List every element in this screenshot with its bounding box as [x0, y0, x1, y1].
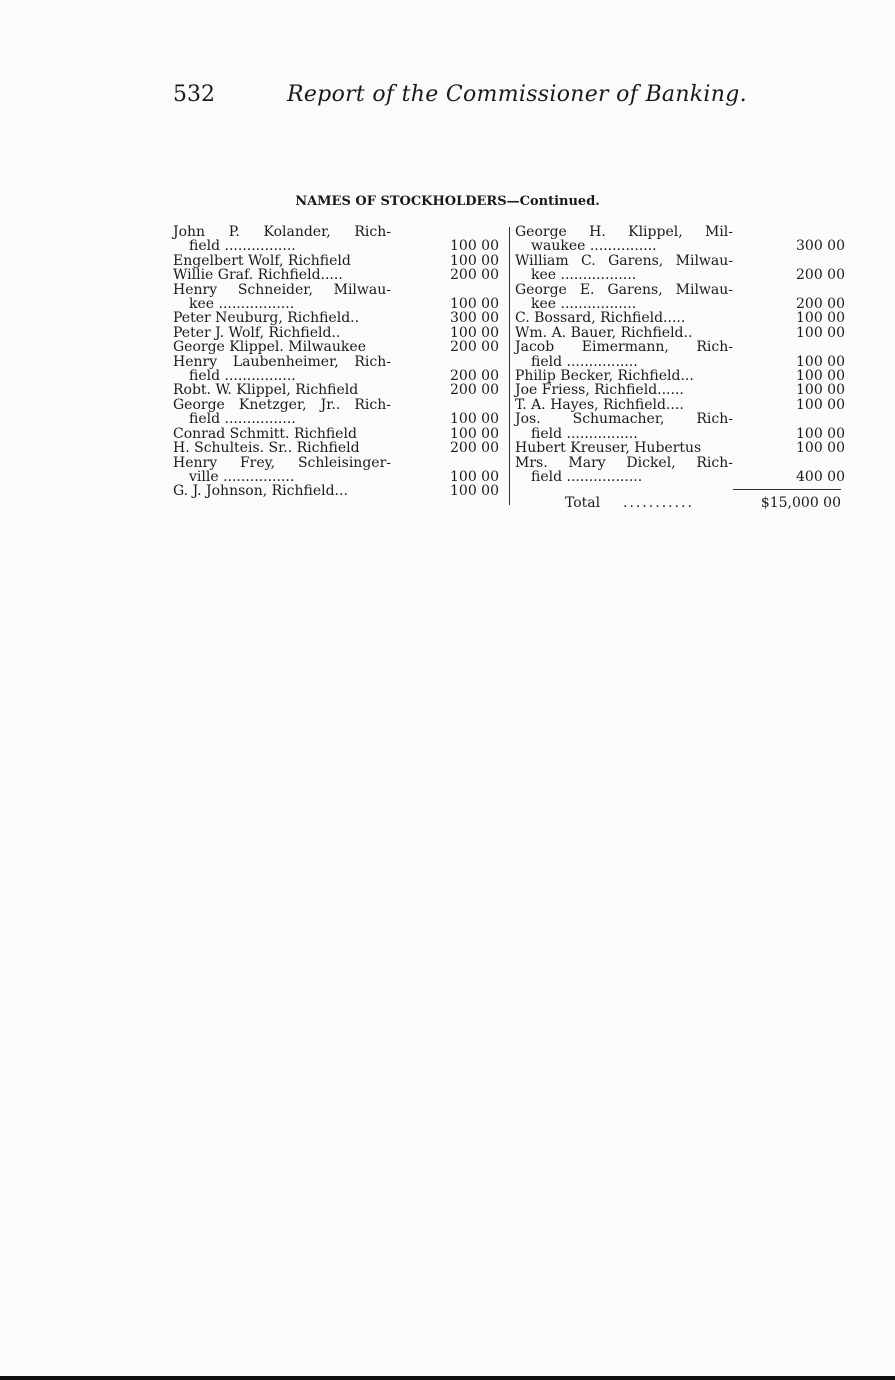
stockholder-name-continuation: kee .................: [531, 267, 637, 284]
stockholder-entry: [515, 283, 845, 312]
stockholder-entry: [173, 268, 503, 282]
stockholder-name-continuation: ville ................: [189, 468, 295, 485]
stockholder-name: Henry Schneider, Milwau-: [173, 281, 391, 298]
stockholder-name: Jacob Eimermann, Rich-: [515, 339, 733, 356]
stockholder-entry: [515, 254, 845, 283]
total-amount: $15,000 00: [760, 495, 841, 511]
stockholder-entry: [515, 441, 845, 455]
stockholder-entry: [173, 340, 503, 354]
stockholder-entry: [173, 283, 503, 312]
stockholder-name: Hubert Kreuser, Hubertus: [515, 440, 702, 457]
stockholder-entry: [515, 311, 845, 325]
stockholder-amount: 200 00: [450, 267, 499, 284]
stockholder-name-continuation: kee .................: [531, 296, 637, 313]
stockholder-amount: 100 00: [450, 483, 499, 500]
stockholder-entry: [173, 456, 503, 485]
stockholder-amount: 100 00: [796, 396, 845, 413]
page-number: 532: [173, 82, 215, 107]
stockholder-amount: 100 00: [450, 468, 499, 485]
stockholder-name: Philip Becker, Richfield...: [515, 368, 694, 385]
stockholder-amount: 400 00: [796, 468, 845, 485]
stockholder-entry: [173, 398, 503, 427]
stockholder-name: John P. Kolander, Rich-: [173, 224, 391, 240]
stockholder-name: G. J. Johnson, Richfield...: [173, 483, 348, 500]
stockholder-name: Jos. Schumacher, Rich-: [515, 411, 733, 428]
stockholder-amount: 100 00: [796, 353, 845, 370]
stockholder-name: Robt. W. Klippel, Richfield: [173, 382, 359, 399]
stockholder-name-continuation: field ................: [531, 353, 638, 370]
stockholder-amount: 200 00: [450, 368, 499, 385]
stockholder-amount: 200 00: [450, 382, 499, 399]
stockholder-name: Peter Neuburg, Richfield..: [173, 310, 360, 327]
stockholder-entry: [515, 326, 845, 340]
stockholder-name: Mrs. Mary Dickel, Rich-: [515, 454, 733, 471]
stockholder-entry: [173, 427, 503, 441]
stockholder-name: C. Bossard, Richfield.....: [515, 310, 686, 327]
total-leader-dots: ...........: [623, 495, 694, 511]
stockholder-name: George Klippel. Milwaukee: [173, 339, 366, 356]
stockholder-entry: [173, 326, 503, 340]
stockholder-name-continuation: field ................: [189, 238, 296, 255]
stockholder-entry: [173, 225, 503, 254]
stockholder-amount: 100 00: [450, 296, 499, 313]
stockholder-amount: 100 00: [796, 425, 845, 442]
stockholder-name: Conrad Schmitt. Richfield: [173, 425, 357, 442]
stockholder-entry: [515, 398, 845, 412]
total-label: Total: [565, 495, 601, 511]
running-title: Report of the Commissioner of Banking.: [287, 82, 747, 107]
stockholder-entry: [173, 355, 503, 384]
stockholder-amount: 200 00: [796, 267, 845, 284]
stockholder-name: Joe Friess, Richfield......: [515, 382, 684, 399]
stockholder-name: George E. Garens, Milwau-: [515, 281, 733, 298]
stockholder-amount: 100 00: [796, 310, 845, 327]
stockholder-entry: [515, 383, 845, 397]
stockholder-amount: 100 00: [796, 440, 845, 457]
stockholder-amount: 100 00: [796, 382, 845, 399]
stockholders-right-column: [515, 225, 845, 484]
stockholders-left-column: [173, 225, 503, 499]
stockholder-name-continuation: field .................: [531, 468, 643, 485]
stockholder-entry: [173, 311, 503, 325]
stockholder-name: H. Schulteis. Sr.. Richfield: [173, 440, 360, 457]
stockholder-name: George Knetzger, Jr.. Rich-: [173, 396, 391, 413]
stockholder-name: Engelbert Wolf, Richfield: [173, 252, 351, 269]
section-title: NAMES OF STOCKHOLDERS—Continued.: [295, 194, 600, 209]
stockholder-name-continuation: waukee ...............: [531, 238, 657, 255]
stockholder-amount: 100 00: [450, 324, 499, 341]
stockholder-amount: 100 00: [450, 411, 499, 428]
stockholder-name-continuation: field ................: [189, 411, 296, 428]
stockholder-name: Wm. A. Bauer, Richfield..: [515, 324, 693, 341]
stockholder-amount: 200 00: [450, 339, 499, 356]
stockholder-amount: 100 00: [796, 368, 845, 385]
stockholder-entry: [173, 441, 503, 455]
stockholder-amount: 100 00: [450, 238, 499, 255]
page-bottom-edge: [0, 1376, 895, 1380]
stockholder-name: Henry Frey, Schleisinger-: [173, 454, 391, 471]
stockholder-amount: 300 00: [450, 310, 499, 327]
stockholder-amount: 100 00: [450, 252, 499, 269]
stockholder-entry: [173, 383, 503, 397]
stockholder-name: George H. Klippel, Mil-: [515, 224, 733, 240]
stockholder-amount: 200 00: [796, 296, 845, 313]
stockholder-name: Henry Laubenheimer, Rich-: [173, 353, 391, 370]
stockholder-name-continuation: kee .................: [189, 296, 295, 313]
stockholder-entry: [173, 484, 503, 498]
stockholder-amount: 200 00: [450, 440, 499, 457]
column-divider: [509, 227, 510, 505]
stockholder-name-continuation: field ................: [531, 425, 638, 442]
stockholder-name-continuation: field ................: [189, 368, 296, 385]
stockholder-entry: [515, 340, 845, 369]
stockholder-amount: 100 00: [450, 425, 499, 442]
stockholder-entry: [515, 456, 845, 485]
stockholder-name: T. A. Hayes, Richfield....: [515, 396, 684, 413]
stockholder-name: Willie Graf. Richfield.....: [173, 267, 343, 284]
stockholder-amount: 300 00: [796, 238, 845, 255]
stockholder-amount: 100 00: [796, 324, 845, 341]
stockholder-name: William C. Garens, Milwau-: [515, 252, 733, 269]
total-rule: [733, 489, 841, 490]
stockholder-entry: [515, 369, 845, 383]
stockholder-name: Peter J. Wolf, Richfield..: [173, 324, 341, 341]
stockholder-entry: [173, 254, 503, 268]
stockholder-entry: [515, 412, 845, 441]
stockholder-entry: [515, 225, 845, 254]
